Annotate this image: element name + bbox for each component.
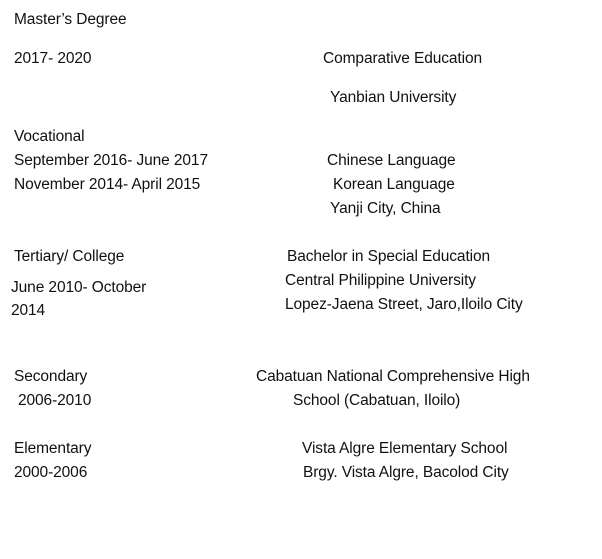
- vocational-program-1: Chinese Language: [327, 152, 456, 169]
- vocational-period-1: September 2016- June 2017: [14, 152, 208, 169]
- elementary-period: 2000-2006: [14, 464, 88, 481]
- tertiary-address: Lopez-Jaena Street, Jaro,Iloilo City: [285, 296, 523, 313]
- masters-school: Yanbian University: [330, 89, 457, 106]
- vocational-heading: Vocational: [14, 128, 85, 145]
- vocational-period-2: November 2014- April 2015: [14, 176, 201, 193]
- elementary-address: Brgy. Vista Algre, Bacolod City: [303, 464, 509, 481]
- secondary-school-line-1: Cabatuan National Comprehensive High: [256, 368, 530, 385]
- tertiary-heading: Tertiary/ College: [14, 248, 125, 265]
- vocational-program-2: Korean Language: [333, 176, 455, 193]
- elementary-school: Vista Algre Elementary School: [302, 440, 508, 457]
- secondary-school-line-2: School (Cabatuan, Iloilo): [293, 392, 461, 409]
- masters-program: Comparative Education: [323, 50, 483, 67]
- elementary-heading: Elementary: [14, 440, 92, 457]
- tertiary-school: Central Philippine University: [285, 272, 476, 289]
- tertiary-period-line-1: June 2010- October: [11, 279, 147, 296]
- masters-heading: Master’s Degree: [14, 11, 127, 28]
- masters-period: 2017- 2020: [14, 50, 92, 67]
- tertiary-degree: Bachelor in Special Education: [287, 248, 491, 265]
- tertiary-period-line-2: 2014: [11, 302, 46, 319]
- secondary-period: 2006-2010: [18, 392, 92, 409]
- secondary-heading: Secondary: [14, 368, 88, 385]
- vocational-location: Yanji City, China: [330, 200, 441, 217]
